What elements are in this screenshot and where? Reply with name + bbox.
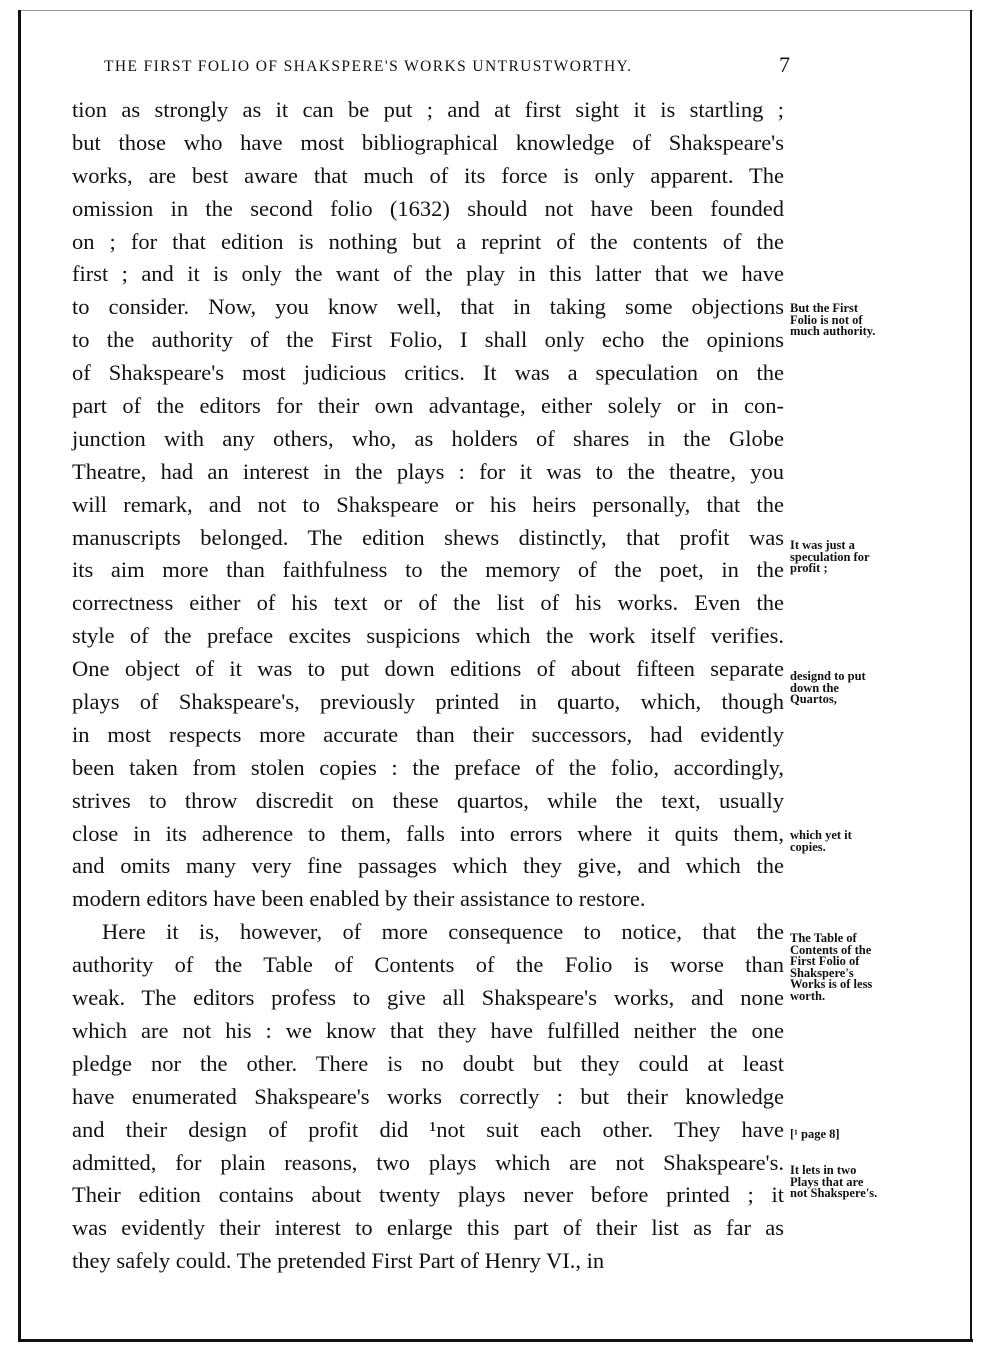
text-line: admitted, for plain reasons, two plays which are not Shakspeare's. [72, 1149, 784, 1175]
page-border-bottom [18, 1339, 973, 1342]
margin-note-line: It lets in two [790, 1163, 857, 1177]
text-line: One object of it was to put down editions of about fifteen separate [72, 656, 784, 682]
margin-note-line: not Shakspere's. [790, 1186, 878, 1200]
margin-note [790, 1129, 920, 1141]
margin-note-line: [¹ page 8] [790, 1127, 840, 1141]
margin-note-line: Contents of the [790, 942, 872, 957]
text-line: plays of Shakspeare's, previously printed in quarto, which, though [72, 689, 784, 715]
margin-note-line: Quartos, [790, 692, 837, 706]
margin-note-line: much authority. [790, 324, 876, 338]
text-line: weak. The editors profess to give all Shakspeare's works, and none [72, 985, 784, 1011]
text-line: authority of the Table of Contents of the Folio is worse than [72, 952, 784, 978]
text-line: first ; and it is only the want of the play in this latter that we have [72, 261, 784, 287]
text-line: style of the preface excites suspicions which the work itself verifies. [72, 623, 784, 649]
margin-note-line: Shakspere's [790, 965, 854, 980]
margin-note-line: worth. [790, 988, 826, 1003]
running-header [104, 50, 790, 80]
margin-note-line: which yet it [790, 828, 852, 842]
margin-note-line: It was just a [790, 538, 855, 552]
margin-note [790, 830, 920, 853]
margin-note-line: First Folio of [790, 954, 860, 968]
text-line: omission in the second folio (1632) should not have been founded [72, 195, 784, 221]
page-border-left [18, 10, 21, 1342]
text-line: have enumerated Shakspeare's works correctly : but their knowledge [72, 1083, 784, 1109]
text-line: of Shakspeare's most judicious critics. It was a speculation on the [72, 360, 784, 386]
margin-note [790, 1165, 920, 1200]
margin-note-line: Plays that are [790, 1174, 864, 1189]
text-line: junction with any others, who, as holders of shares in the Globe [72, 425, 784, 451]
text-line: in most respects more accurate than their successors, had evidently [72, 721, 784, 747]
text-line: was evidently their interest to enlarge this part of their list as far as [72, 1215, 784, 1241]
body-text [72, 94, 784, 1278]
margin-note-line: Works is of less [790, 977, 873, 991]
text-line: and omits many very fine passages which they give, and which the [72, 853, 784, 879]
text-line: modern editors have been enabled by their assistance to restore. [72, 886, 646, 912]
margin-note-line: designd to put [790, 669, 866, 683]
margin-note-line: copies. [790, 839, 826, 854]
margin-note-line: speculation for [790, 549, 870, 564]
margin-note-line: But the First [790, 301, 859, 315]
margin-note [790, 540, 920, 575]
text-line: works, are best aware that much of its force is only apparent. The [72, 162, 784, 188]
text-line: and their design of profit did ¹not suit each other. They have [72, 1116, 784, 1142]
margin-note-line: down the [790, 680, 839, 695]
text-line: Their edition contains about twenty plays never before printed ; it [72, 1182, 784, 1208]
running-title: THE FIRST FOLIO OF SHAKSPERE'S WORKS UNTRUSTWORTHY. [104, 58, 633, 75]
text-line: which are not his : we know that they have fulfilled neither the one [72, 1017, 784, 1043]
margin-note [790, 303, 920, 338]
text-line: its aim more than faithfulness to the memory of the poet, in the [72, 557, 784, 583]
text-line: to consider. Now, you know well, that in taking some objections [72, 294, 784, 320]
text-line: on ; for that edition is nothing but a reprint of the contents of the [72, 228, 784, 254]
text-line: to the authority of the First Folio, I shall only echo the opinions [72, 327, 784, 353]
page-number: 7 [779, 52, 790, 77]
text-line: tion as strongly as it can be put ; and at first sight it is startling ; [72, 97, 784, 122]
margin-note-line: profit ; [790, 561, 828, 575]
text-line: they safely could. The pretended First Part of Henry VI., in [72, 1248, 605, 1274]
margin-note [790, 671, 920, 706]
margin-note [790, 933, 920, 1002]
text-line: Theatre, had an interest in the plays : for it was to the theatre, you [72, 458, 784, 484]
text-line: manuscripts belonged. The edition shews distinctly, that profit was [72, 524, 784, 550]
text-line: will remark, and not to Shakspeare or his heirs personally, that the [72, 491, 784, 517]
margin-note-line: The Table of [790, 931, 857, 945]
text-line: correctness either of his text or of the list of his works. Even the [72, 590, 784, 616]
text-line: Here it is, however, of more consequence to notice, that the [102, 919, 784, 945]
text-line: been taken from stolen copies : the preface of the folio, accordingly, [72, 754, 784, 780]
text-line: but those who have most bibliographical knowledge of Shakspeare's [72, 129, 784, 155]
text-line: strives to throw discredit on these quartos, while the text, usually [72, 787, 784, 813]
text-line: part of the editors for their own advantage, either solely or in con- [72, 393, 784, 419]
text-line: close in its adherence to them, falls into errors where it quits them, [72, 820, 784, 846]
page-border-top [18, 10, 973, 11]
page-border-right [970, 10, 972, 1342]
text-line: pledge nor the other. There is no doubt but they could at least [72, 1050, 784, 1076]
margin-note-line: Folio is not of [790, 312, 863, 327]
